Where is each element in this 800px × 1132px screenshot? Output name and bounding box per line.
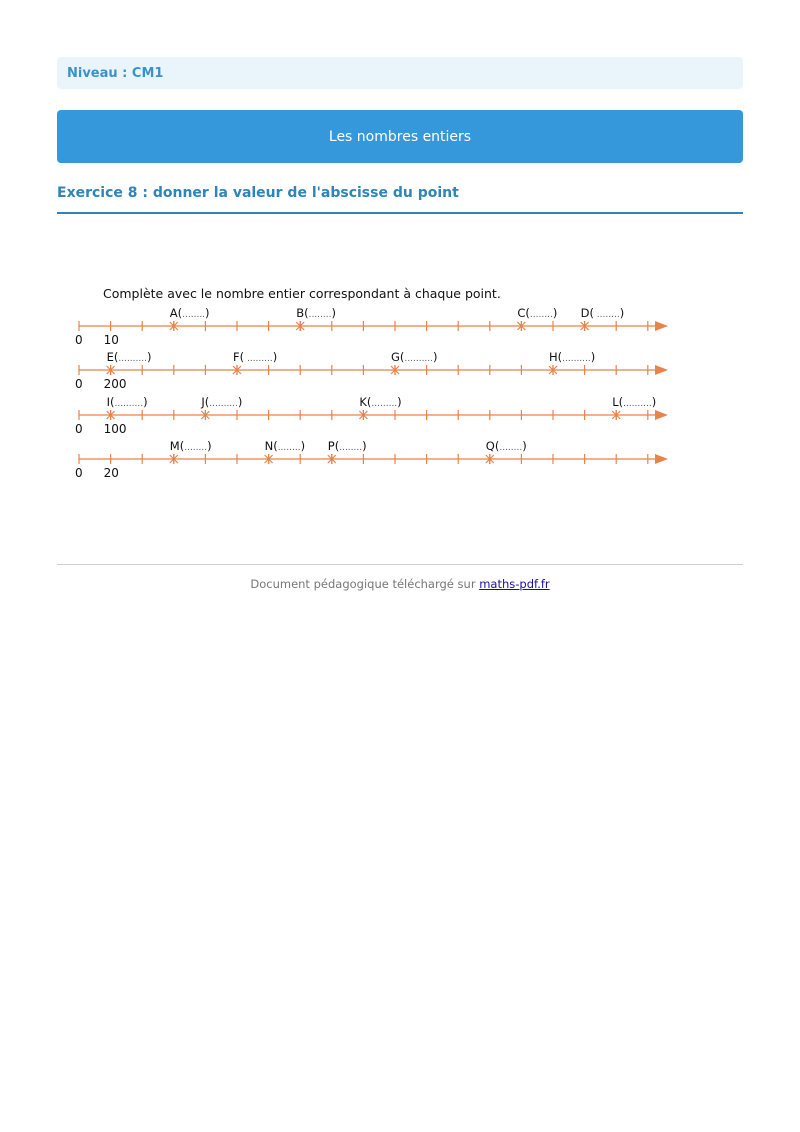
point-label (359, 395, 401, 409)
axis-label-origin: 0 (75, 466, 83, 480)
chapter-title: Les nombres entiers (328, 128, 472, 145)
point-letter: I( (106, 395, 115, 409)
point-label (170, 439, 212, 453)
point-label (549, 350, 595, 364)
point-answer-blank: ........ (499, 443, 523, 453)
axis-arrow-icon (655, 365, 668, 375)
point-answer-blank: ........ (182, 310, 206, 320)
point-close-paren: ) (433, 350, 438, 364)
point-close-paren: ) (522, 439, 527, 453)
point-close-paren: ) (143, 395, 148, 409)
exercise-instruction: Complète avec le nombre entier correspondant à chaque point. (103, 286, 501, 301)
point-answer-blank: .......... (118, 354, 147, 364)
point-close-paren: ) (552, 306, 558, 320)
point-label (170, 306, 210, 320)
axis-label-origin: 0 (75, 377, 83, 391)
point-label (328, 439, 367, 453)
axis-label-origin: 0 (75, 333, 83, 347)
point-label (486, 439, 527, 453)
point-close-paren: ) (362, 439, 367, 453)
axis-arrow-icon (655, 454, 668, 464)
point-answer-blank: ........ (593, 310, 620, 320)
point-answer-blank: ........ (339, 443, 363, 453)
point-letter: B( (296, 306, 309, 320)
axis-label-graduation: 20 (103, 466, 119, 480)
point-answer-blank: ......... (371, 399, 398, 409)
point-letter: H( (549, 350, 563, 364)
point-letter: F( (233, 350, 245, 364)
point-letter: K( (359, 395, 372, 409)
point-label (612, 395, 656, 409)
axis-label-graduation: 200 (103, 377, 127, 391)
footer-link[interactable]: maths-pdf.fr (479, 577, 550, 591)
point-answer-blank: ........ (277, 443, 301, 453)
axis-label-graduation: 10 (103, 333, 119, 347)
point-answer-blank: .......... (209, 399, 238, 409)
point-letter: E( (106, 350, 119, 364)
point-label (200, 395, 242, 409)
axis-arrow-icon (655, 321, 668, 331)
point-answer-blank: .......... (562, 354, 591, 364)
exercise-title: Exercice 8 : donner la valeur de l'abscisse du point (57, 185, 459, 201)
point-label (233, 350, 277, 364)
footer (0, 577, 800, 591)
point-close-paren: ) (619, 306, 625, 320)
point-close-paren: ) (397, 395, 402, 409)
point-letter: Q( (485, 439, 500, 453)
point-close-paren: ) (651, 395, 657, 409)
point-close-paren: ) (272, 350, 278, 364)
axis-label-origin: 0 (75, 422, 83, 436)
point-label (107, 350, 152, 364)
point-close-paren: ) (207, 439, 212, 453)
point-label (391, 350, 438, 364)
footer-text: Document pédagogique téléchargé sur (250, 577, 480, 591)
footer-divider (57, 564, 743, 565)
point-label (107, 395, 148, 409)
point-close-paren: ) (205, 306, 210, 320)
point-letter: L( (612, 395, 624, 409)
point-label (265, 439, 305, 453)
point-answer-blank: .......... (623, 399, 652, 409)
point-answer-blank: .......... (404, 354, 434, 364)
point-close-paren: ) (590, 350, 596, 364)
point-letter: A( (169, 306, 183, 320)
point-label (581, 306, 625, 320)
point-letter: P( (327, 439, 340, 453)
point-answer-blank: ......... (244, 354, 273, 364)
point-close-paren: ) (237, 395, 243, 409)
point-letter: C( (517, 306, 530, 320)
point-answer-blank: .......... (114, 399, 144, 409)
point-close-paren: ) (146, 350, 152, 364)
point-label (517, 306, 557, 320)
point-close-paren: ) (300, 439, 306, 453)
point-answer-blank: ........ (308, 310, 332, 320)
axis-arrow-icon (655, 410, 668, 420)
point-close-paren: ) (331, 306, 336, 320)
point-letter: G( (391, 350, 405, 364)
point-letter: M( (169, 439, 185, 453)
level-text: Niveau : CM1 (67, 65, 164, 81)
axis-label-graduation: 100 (103, 422, 127, 436)
number-lines-figure (0, 0, 800, 560)
point-answer-blank: ........ (184, 443, 208, 453)
point-letter: N( (264, 439, 278, 453)
point-answer-blank: ........ (529, 310, 553, 320)
point-letter: D( (580, 306, 594, 320)
point-letter: J( (201, 395, 210, 409)
point-label (296, 306, 336, 320)
